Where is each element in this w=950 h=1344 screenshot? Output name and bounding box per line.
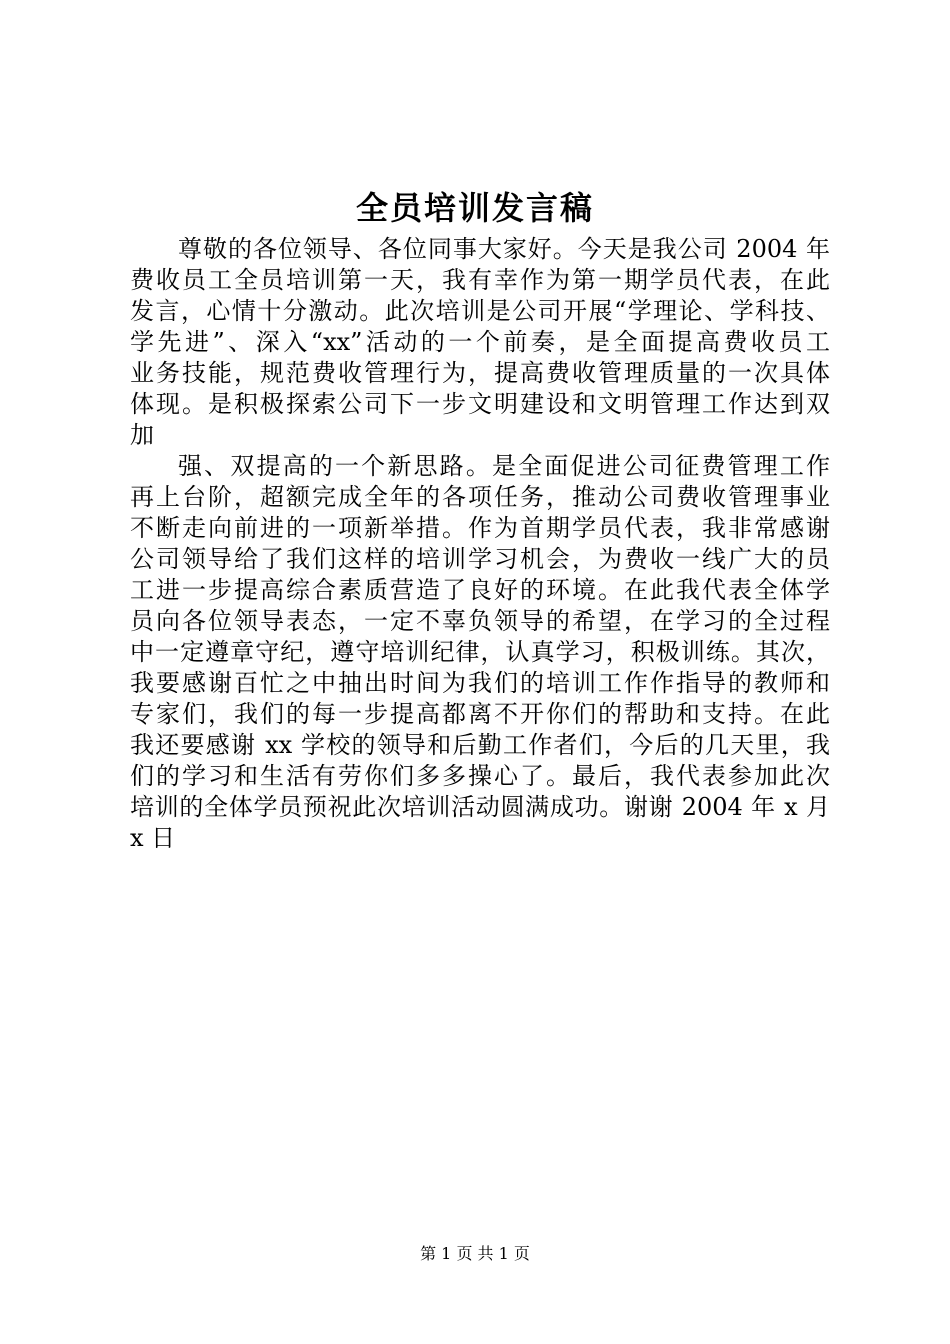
text-line: 业务技能，规范费收管理行为，提高费收管理质量的一次具体 [130, 359, 830, 387]
document-body [130, 234, 830, 854]
text-line: x 日 [130, 824, 176, 852]
document-title: 全员培训发言稿 [355, 189, 594, 227]
text-line: 费收员工全员培训第一天，我有幸作为第一期学员代表，在此 [130, 266, 830, 294]
text-line: 公司领导给了我们这样的培训学习机会，为费收一线广大的员 [130, 545, 830, 573]
text-line: 尊敬的各位领导、各位同事大家好。今天是我公司 2004 年 [178, 235, 830, 263]
text-line: 加 [130, 421, 154, 449]
text-line: 体现。是积极探索公司下一步文明建设和文明管理工作达到双 [130, 390, 830, 418]
text-line: 员向各位领导表态，一定不辜负领导的希望，在学习的全过程 [130, 607, 830, 635]
text-line: 我要感谢百忙之中抽出时间为我们的培训工作作指导的教师和 [130, 669, 830, 697]
text-line: 不断走向前进的一项新举措。作为首期学员代表，我非常感谢 [130, 514, 830, 542]
text-line: 学先进”、深入“xx”活动的一个前奏，是全面提高费收员工 [130, 328, 830, 356]
text-line: 再上台阶，超额完成全年的各项任务，推动公司费收管理事业 [130, 483, 830, 511]
paragraph-1 [130, 234, 830, 451]
text-line: 们的学习和生活有劳你们多多操心了。最后，我代表参加此次 [130, 762, 830, 790]
text-line: 工进一步提高综合素质营造了良好的环境。在此我代表全体学 [130, 576, 830, 604]
text-line: 中一定遵章守纪，遵守培训纪律，认真学习，积极训练。其次， [130, 638, 830, 666]
text-line: 强、双提高的一个新思路。是全面促进公司征费管理工作 [178, 452, 830, 480]
text-line: 我还要感谢 xx 学校的领导和后勤工作者们，今后的几天里，我 [130, 731, 830, 759]
text-line: 发言，心情十分激动。此次培训是公司开展“学理论、学科技、 [130, 297, 830, 325]
text-line: 培训的全体学员预祝此次培训活动圆满成功。谢谢 2004 年 x 月 [130, 793, 830, 821]
paragraph-2 [130, 451, 830, 854]
page-footer: 第 1 页 共 1 页 [420, 1244, 530, 1263]
text-line: 专家们，我们的每一步提高都离不开你们的帮助和支持。在此 [130, 700, 830, 728]
